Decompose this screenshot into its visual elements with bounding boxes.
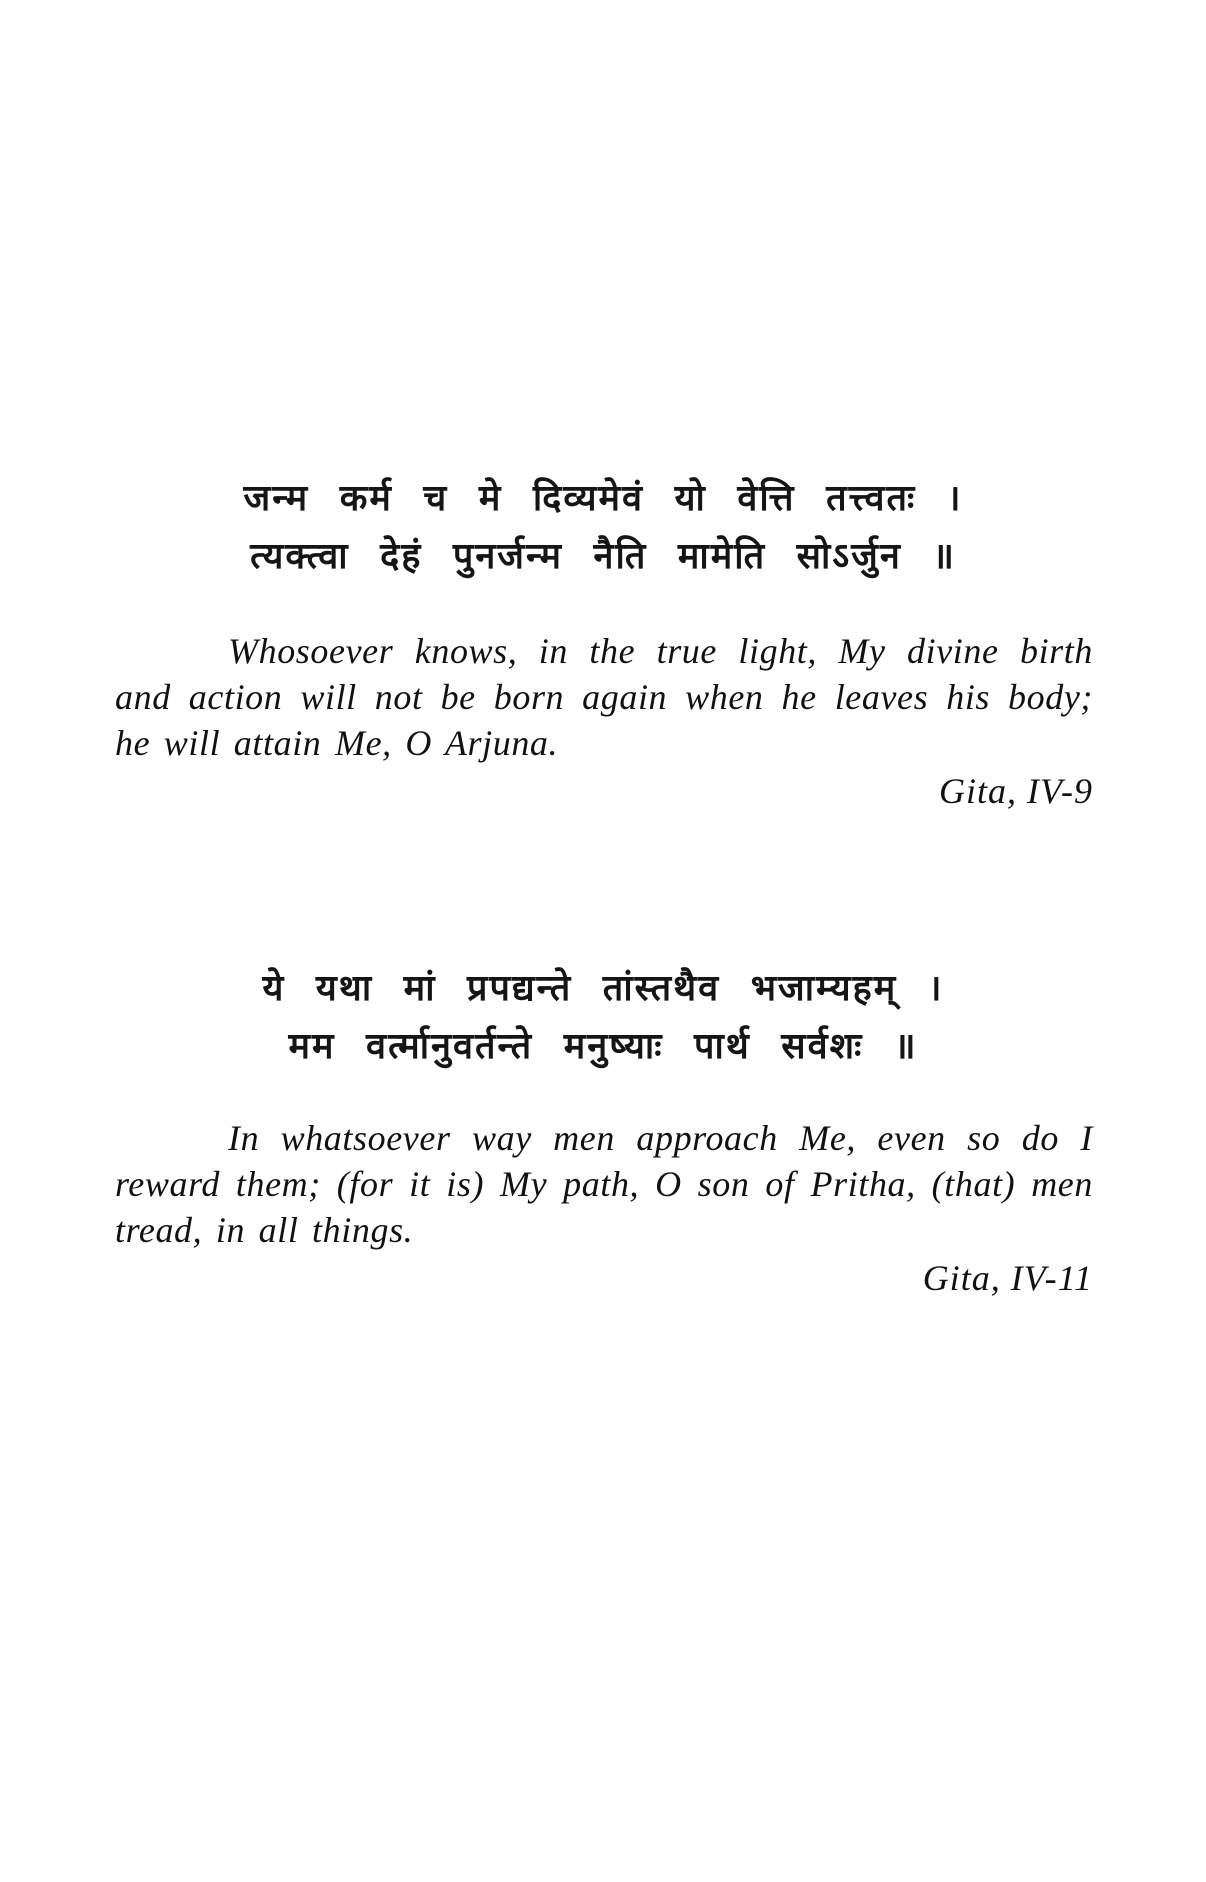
verse-citation-1: Gita, IV-9 [939, 771, 1093, 811]
verse-sanskrit-2 [0, 960, 1206, 1076]
verse-translation-2: In whatsoever way men approach Me, even so do I reward them; (for it is) My path, O son of Pritha, (that) men tread, in all things. [115, 1118, 1093, 1250]
sanskrit-line: ये यथा मां प्रपद्यन्ते तांस्तथैव भजाम्यहम् । [262, 968, 944, 1009]
sanskrit-line: मम वर्त्मानुवर्तन्ते मनुष्याः पार्थ सर्वशः ॥ [288, 1026, 918, 1067]
verse-citation-2: Gita, IV-11 [922, 1258, 1093, 1298]
sanskrit-line: जन्म कर्म च मे दिव्यमेवं यो वेत्ति तत्त्वतः । [243, 478, 963, 519]
verse-translation-1: Whosoever knows, in the true light, My divine birth and action will not be born again when he leaves his body; he will attain Me, O Arjuna. [115, 631, 1093, 763]
verse-sanskrit-1 [0, 470, 1206, 586]
sanskrit-line: त्यक्त्वा देहं पुनर्जन्म नैति मामेति सोऽर्जुन ॥ [250, 536, 956, 577]
